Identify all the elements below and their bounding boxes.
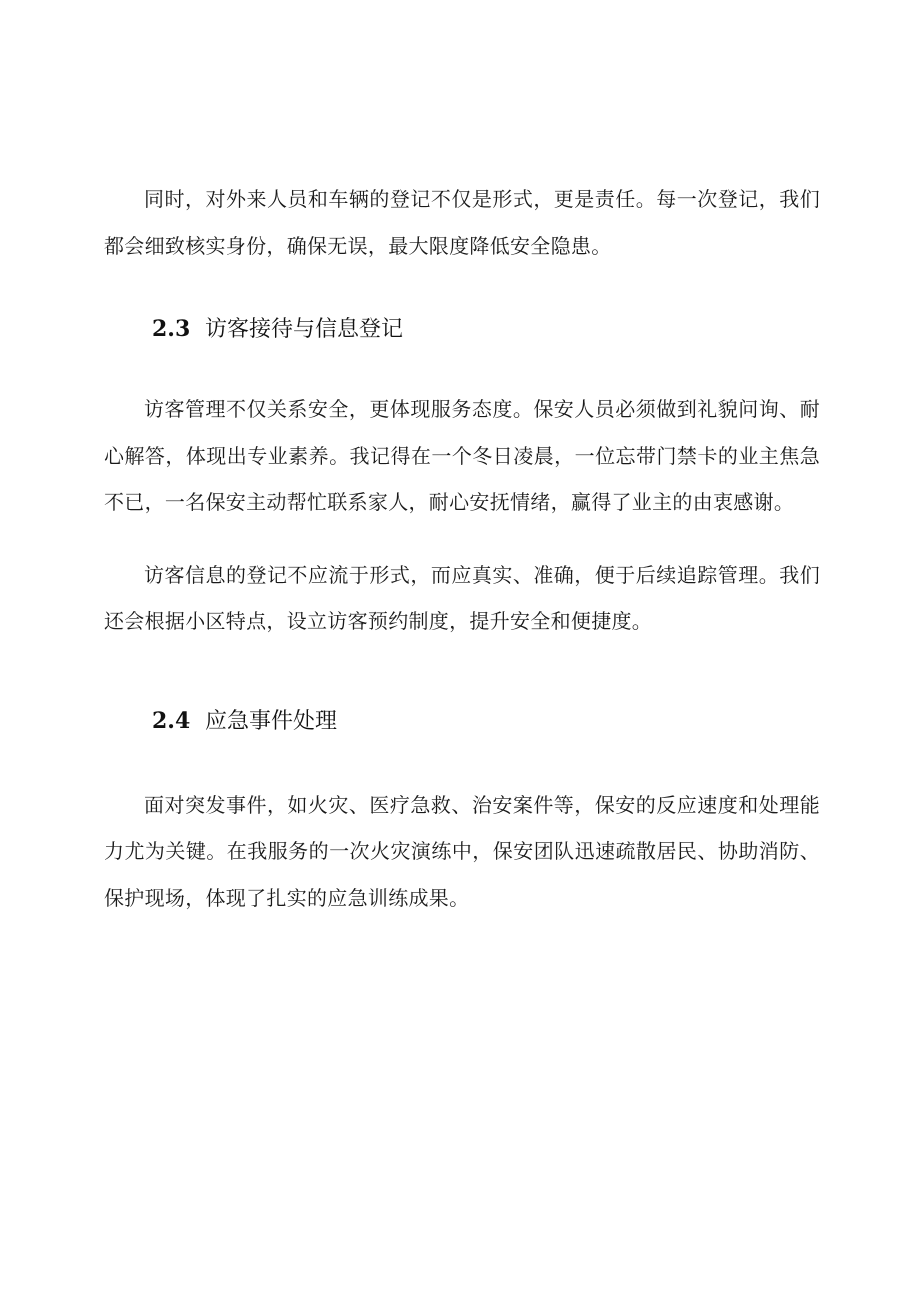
section-heading-2-4 <box>104 701 820 742</box>
section-number: 2.3 <box>152 316 191 342</box>
document-body <box>104 176 820 921</box>
section-number: 2.4 <box>152 707 191 734</box>
section-2-4-paragraph-1: 面对突发事件，如火灾、医疗急救、治安案件等，保安的反应速度和处理能力尤为关键。在我服务的一次火灾演练中，保安团队迅速疏散居民、协助消防、保护现场，体现了扎实的应急训练成果。 <box>104 792 820 910</box>
section-2-3-paragraph-1: 访客管理不仅关系安全，更体现服务态度。保安人员必须做到礼貌问询、耐心解答，体现出专业素养。我记得在一个冬日凌晨，一位忘带门禁卡的业主焦急不已，一名保安主动帮忙联系家人，耐心安抚情绪，赢得了业主的由衷感谢。 <box>104 397 820 514</box>
section-2-3-paragraph-2: 访客信息的登记不应流于形式，而应真实、准确，便于后续追踪管理。我们还会根据小区特点，设立访客预约制度，提升安全和便捷度。 <box>104 562 820 633</box>
section-title: 应急事件处理 <box>205 708 338 734</box>
section-heading-2-3 <box>104 309 820 350</box>
intro-paragraph: 同时，对外来人员和车辆的登记不仅是形式，更是责任。每一次登记，我们都会细致核实身份，确保无误，最大限度降低安全隐患。 <box>104 187 820 258</box>
section-title: 访客接待与信息登记 <box>205 317 404 342</box>
